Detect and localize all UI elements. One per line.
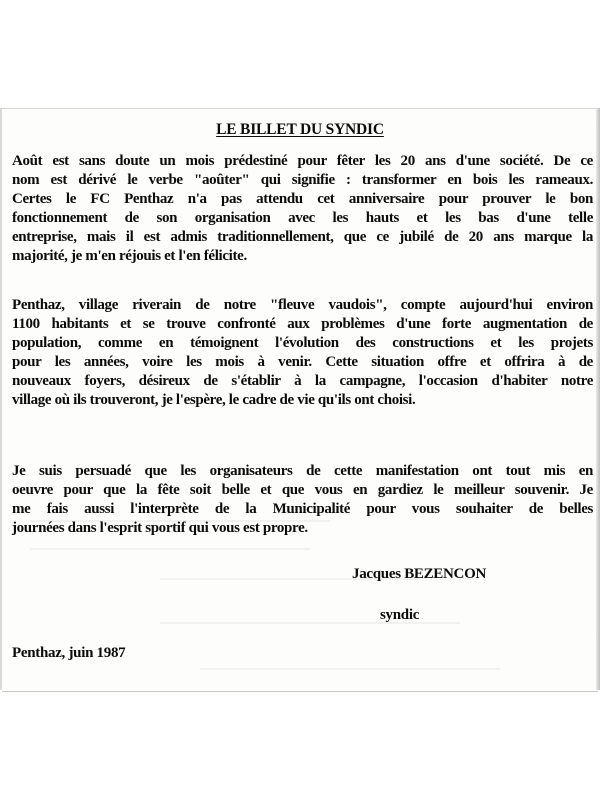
signature-name: Jacques BEZENCON bbox=[352, 566, 486, 582]
text-line: village où ils trouveront, je l'espère, le cadre de vie qu'ils ont choisi. bbox=[12, 392, 416, 408]
paragraph-3 bbox=[12, 462, 593, 538]
text-line: 1100 habitants et se trouve confronté aux problèmes d'une forte augmentation de bbox=[12, 316, 593, 332]
text-line: Je suis persuadé que les organisateurs de cette manifestation ont tout mis en bbox=[12, 463, 593, 479]
bleed-through-mark bbox=[200, 668, 500, 670]
paragraph-2 bbox=[12, 296, 593, 410]
place-and-date: Penthaz, juin 1987 bbox=[12, 645, 126, 661]
text-line: nom est dérivé le verbe "aoûter" qui signifie : transformer en bois les rameaux. bbox=[12, 172, 593, 188]
text-line: pour les années, voire les mois à venir. Cette situation offre et offrira à de bbox=[12, 354, 593, 370]
text-line: majorité, je m'en réjouis et l'en félicite. bbox=[12, 248, 247, 264]
text-line: me fais aussi l'interprète de la Municipalité pour vous souhaiter de belles bbox=[12, 501, 593, 517]
sheet-right-edge bbox=[596, 108, 600, 690]
text-line: journées dans l'esprit sportif qui vous est propre. bbox=[12, 520, 308, 536]
paragraph-1 bbox=[12, 152, 593, 266]
text-line: Certes le FC Penthaz n'a pas attendu cet anniversaire pour prouver le bon bbox=[12, 191, 593, 207]
document-title: LE BILLET DU SYNDIC bbox=[216, 121, 384, 138]
bleed-through-mark bbox=[30, 548, 310, 550]
text-line: entreprise, mais il est admis traditionnellement, que ce jubilé de 20 ans marque la bbox=[12, 229, 593, 245]
text-line: Août est sans doute un mois prédestiné pour fêter les 20 ans d'une société. De ce bbox=[12, 153, 593, 169]
text-line: fonctionnement de son organisation avec les hauts et les bas d'une telle bbox=[12, 210, 593, 226]
sheet-left-edge bbox=[0, 108, 2, 690]
text-line: oeuvre pour que la fête soit belle et que vous en gardiez le meilleur souvenir. Je bbox=[12, 482, 593, 498]
text-line: Penthaz, village riverain de notre "fleuve vaudois", compte aujourd'hui environ bbox=[12, 297, 593, 313]
signature-role: syndic bbox=[380, 607, 420, 623]
text-line: nouveaux foyers, désireux de s'établir à la campagne, l'occasion d'habiter notre bbox=[12, 373, 593, 389]
text-line: population, comme en témoignent l'évolution des constructions et les projets bbox=[12, 335, 593, 351]
